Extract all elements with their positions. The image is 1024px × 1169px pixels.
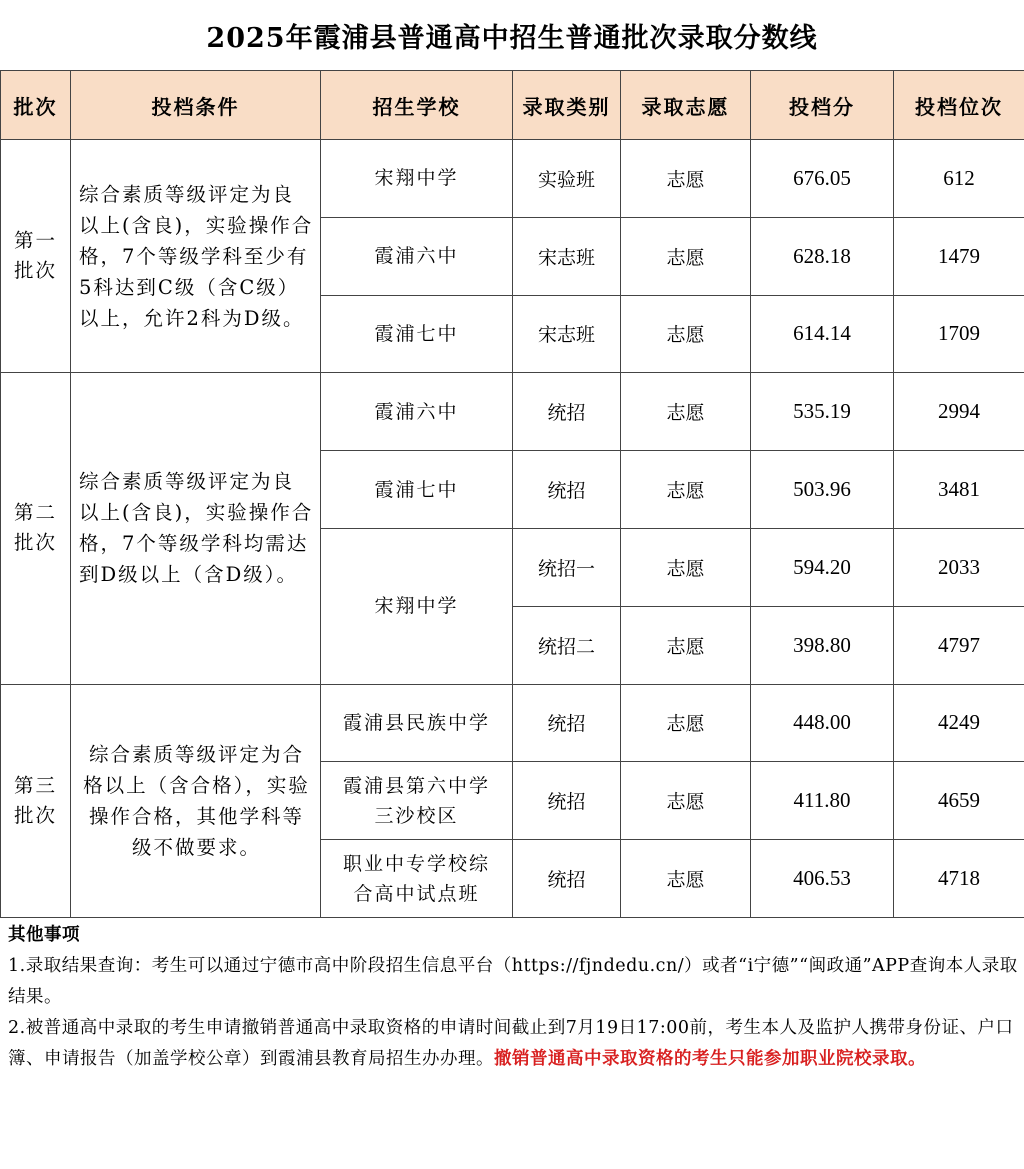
wish-cell: 志愿	[621, 606, 751, 684]
category-cell: 实验班	[513, 140, 621, 218]
rank-cell: 4249	[894, 684, 1024, 762]
rank-cell: 3481	[894, 451, 1024, 529]
school-cell: 宋翔中学	[321, 528, 513, 684]
rank-cell: 1709	[894, 295, 1024, 373]
category-cell: 统招	[513, 762, 621, 840]
score-cell: 628.18	[751, 217, 894, 295]
notes-item-2-warning: 撤销普通高中录取资格的考生只能参加职业院校录取。	[494, 1049, 926, 1069]
page-title: 2025年霞浦县普通高中招生普通批次录取分数线	[0, 0, 1024, 72]
batch-2-cell	[1, 373, 71, 684]
wish-cell: 志愿	[621, 140, 751, 218]
category-cell: 统招	[513, 684, 621, 762]
school-cell: 宋翔中学	[321, 140, 513, 218]
notes-section	[8, 920, 1018, 1075]
score-cell: 398.80	[751, 606, 894, 684]
score-cell: 614.14	[751, 295, 894, 373]
wish-cell: 志愿	[621, 373, 751, 451]
score-cell: 503.96	[751, 451, 894, 529]
header-wish: 录取志愿	[621, 71, 751, 140]
batch-1-condition: 综合素质等级评定为良以上(含良)，实验操作合格，7个等级学科至少有5科达到C级（含C级）以上，允许2科为D级。	[71, 140, 321, 373]
batch-2-label: 第二批次	[13, 501, 57, 555]
notes-item-1: 1.录取结果查询：考生可以通过宁德市高中阶段招生信息平台（https://fjndedu.cn/）或者“i宁德”“闽政通”APP查询本人录取结果。	[8, 956, 1018, 1007]
rank-cell: 2033	[894, 528, 1024, 606]
score-cell: 448.00	[751, 684, 894, 762]
school-cell: 霞浦七中	[321, 295, 513, 373]
rank-cell: 4797	[894, 606, 1024, 684]
rank-cell: 4718	[894, 840, 1024, 918]
batch-2-condition: 综合素质等级评定为良以上(含良)，实验操作合格，7个等级学科均需达到D级以上（含D级）。	[71, 373, 321, 684]
batch-3-label: 第三批次	[13, 773, 57, 827]
school-cell: 霞浦县民族中学	[321, 684, 513, 762]
category-cell: 宋志班	[513, 217, 621, 295]
table-row	[1, 140, 1024, 218]
category-cell: 统招一	[513, 528, 621, 606]
batch-3-condition: 综合素质等级评定为合格以上（含合格），实验操作合格，其他学科等级不做要求。	[71, 684, 321, 917]
score-cell: 594.20	[751, 528, 894, 606]
header-school: 招生学校	[321, 71, 513, 140]
table-row	[1, 373, 1024, 451]
rank-cell: 1479	[894, 217, 1024, 295]
score-table	[0, 70, 1024, 918]
batch-1-label: 第一批次	[13, 229, 57, 283]
wish-cell: 志愿	[621, 217, 751, 295]
category-cell: 统招	[513, 373, 621, 451]
notes-heading: 其他事项	[8, 925, 80, 945]
score-cell: 676.05	[751, 140, 894, 218]
batch-3-cell	[1, 684, 71, 917]
wish-cell: 志愿	[621, 684, 751, 762]
rank-cell: 4659	[894, 762, 1024, 840]
school-cell: 职业中专学校综合高中试点班	[321, 840, 513, 918]
batch-1-cell	[1, 140, 71, 373]
wish-cell: 志愿	[621, 451, 751, 529]
wish-cell: 志愿	[621, 840, 751, 918]
header-batch: 批次	[1, 71, 71, 140]
school-cell: 霞浦七中	[321, 451, 513, 529]
header-rank: 投档位次	[894, 71, 1024, 140]
school-cell: 霞浦县第六中学三沙校区	[321, 762, 513, 840]
score-cell: 406.53	[751, 840, 894, 918]
wish-cell: 志愿	[621, 295, 751, 373]
rank-cell: 2994	[894, 373, 1024, 451]
school-cell: 霞浦六中	[321, 373, 513, 451]
rank-cell: 612	[894, 140, 1024, 218]
header-condition: 投档条件	[71, 71, 321, 140]
score-cell: 535.19	[751, 373, 894, 451]
category-cell: 宋志班	[513, 295, 621, 373]
header-category: 录取类别	[513, 71, 621, 140]
table-row	[1, 684, 1024, 762]
notes-item-2-text: 2.被普通高中录取的考生申请撤销普通高中录取资格的申请时间截止到7月19日17:00前，考生本人及监护人携带身份证、户口簿、申请报告（加盖学校公章）到霞浦县教育局招生办办理。	[8, 1018, 1014, 1069]
header-score: 投档分	[751, 71, 894, 140]
header-row	[1, 71, 1024, 140]
wish-cell: 志愿	[621, 528, 751, 606]
category-cell: 统招二	[513, 606, 621, 684]
score-cell: 411.80	[751, 762, 894, 840]
school-cell: 霞浦六中	[321, 217, 513, 295]
notes-item-2	[8, 1013, 1018, 1075]
category-cell: 统招	[513, 840, 621, 918]
category-cell: 统招	[513, 451, 621, 529]
wish-cell: 志愿	[621, 762, 751, 840]
